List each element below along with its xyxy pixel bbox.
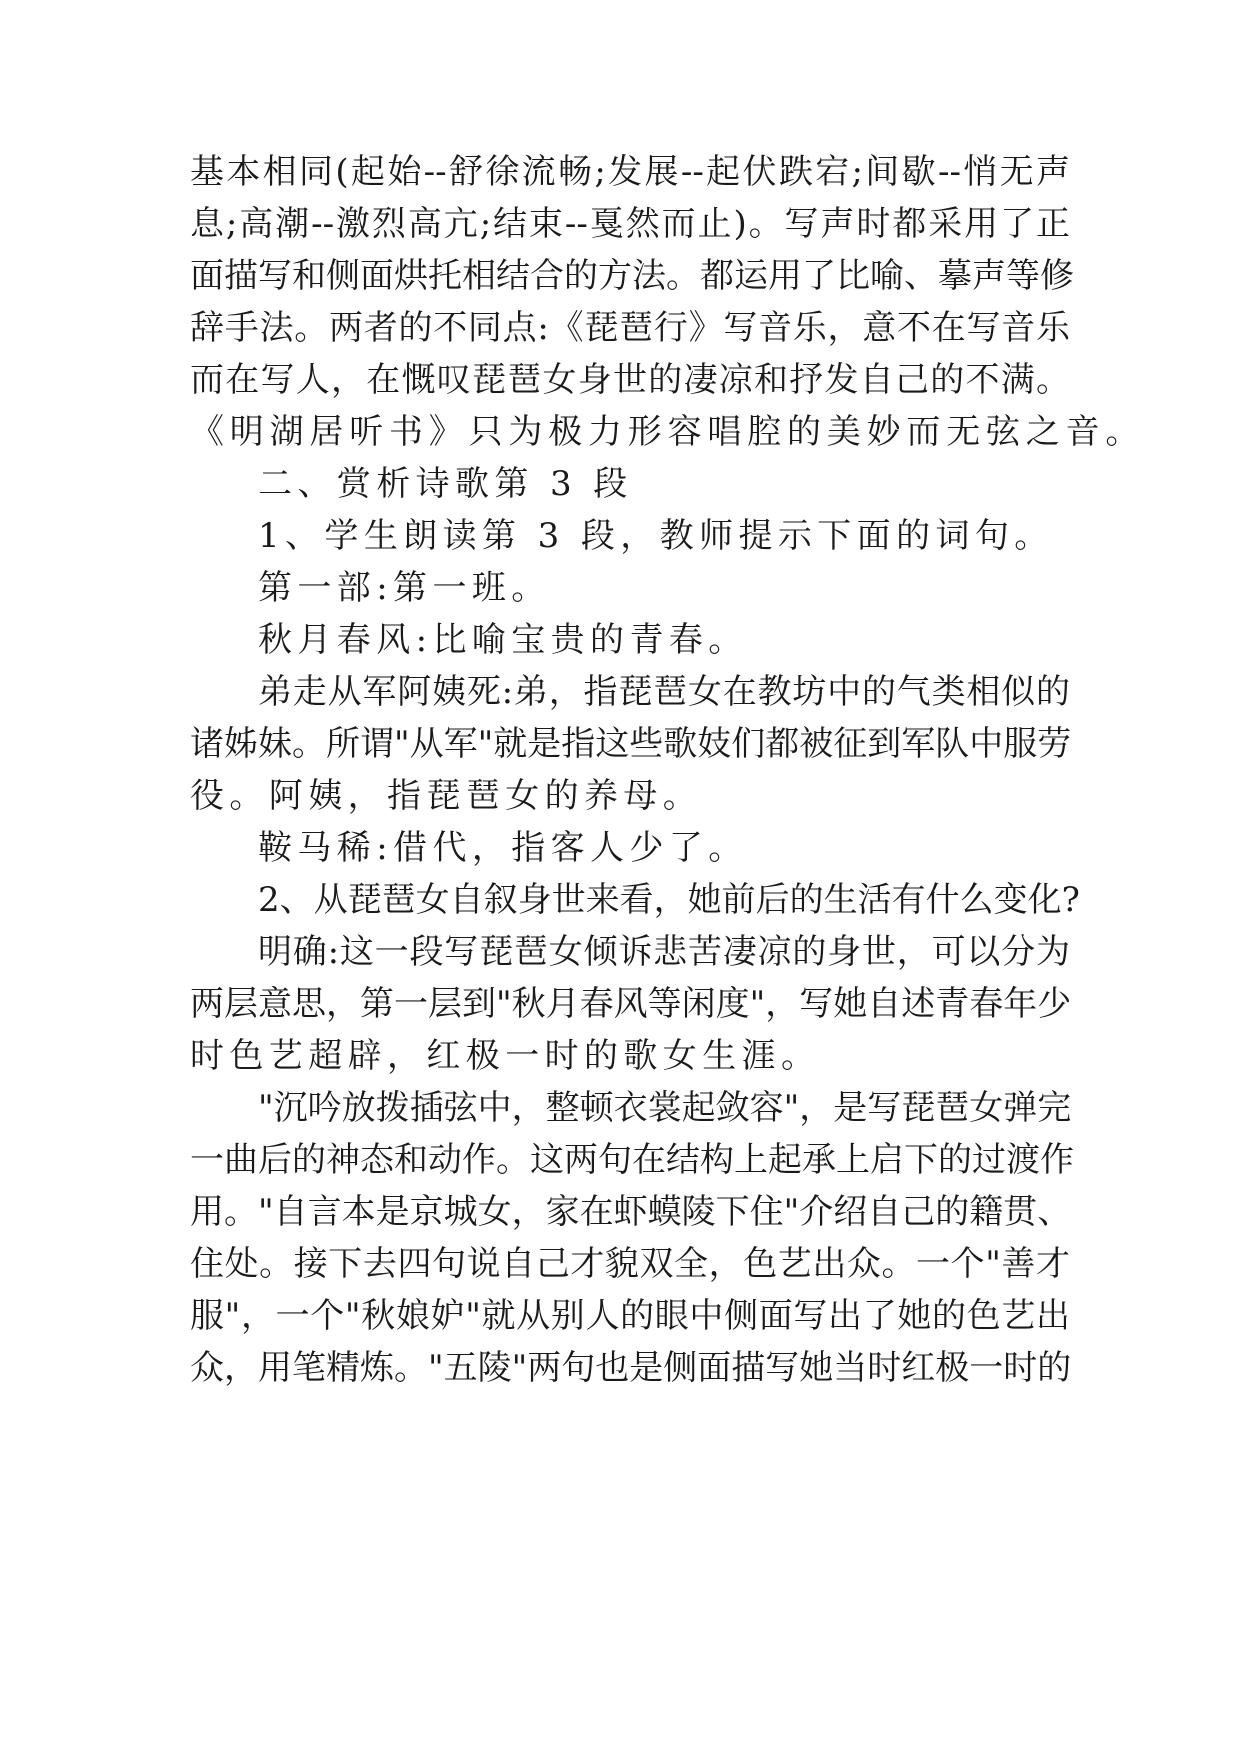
text-line: 面描写和侧面烘托相结合的方法。都运用了比喻、摹声等修 — [190, 256, 1074, 296]
section-heading: 二、赏析诗歌第 3 段 — [258, 464, 633, 504]
text-line: 用。"自言本是京城女，家在虾蟆陵下住"介绍自己的籍贯、 — [190, 1192, 1072, 1232]
text-line: "沉吟放拨插弦中，整顿衣裳起敛容"，是写琵琶女弹完 — [258, 1088, 1072, 1128]
text-line: 基本相同(起始--舒徐流畅;发展--起伏跌宕;间歇--悄无声 — [190, 152, 1070, 192]
text-line: 诸姊妹。所谓"从军"就是指这些歌妓们都被征到军队中服劳 — [190, 724, 1072, 764]
text-line: 1、学生朗读第 3 段，教师提示下面的词句。 — [258, 516, 1054, 556]
text-line: 秋月春风:比喻宝贵的青春。 — [258, 620, 748, 660]
text-line: 役。阿姨，指琵琶女的养母。 — [190, 776, 703, 816]
text-line: 弟走从军阿姨死:弟，指琵琶女在教坊中的气类相似的 — [258, 672, 1070, 712]
text-line: 《明湖居听书》只为极力形容唱腔的美妙而无弦之音。 — [190, 412, 1146, 452]
text-line: 息;高潮--激烈高亢;结束--戛然而止)。写声时都采用了正 — [190, 204, 1070, 244]
text-line: 一曲后的神态和动作。这两句在结构上起承上启下的过渡作 — [190, 1140, 1074, 1180]
text-line: 众，用笔精炼。"五陵"两句也是侧面描写她当时红极一时的 — [190, 1348, 1072, 1388]
text-line: 第一部:第一班。 — [258, 568, 551, 608]
text-line: 明确:这一段写琵琶女倾诉悲苦凄凉的身世，可以分为 — [258, 932, 1070, 972]
text-line: 2、从琵琶女自叙身世来看，她前后的生活有什么变化? — [258, 880, 1080, 920]
text-line: 服"，一个"秋娘妒"就从别人的眼中侧面写出了她的色艺出 — [190, 1296, 1070, 1336]
text-line: 两层意思，第一层到"秋月春风等闲度"，写她自述青春年少 — [190, 984, 1072, 1024]
text-line: 辞手法。两者的不同点:《琵琶行》写音乐，意不在写音乐 — [190, 308, 1071, 348]
text-line: 住处。接下去四句说自己才貌双全，色艺出众。一个"善才 — [190, 1244, 1070, 1284]
text-line: 时色艺超辟，红极一时的歌女生涯。 — [190, 1036, 821, 1076]
text-line: 而在写人，在慨叹琵琶女身世的凄凉和抒发自己的不满。 — [190, 360, 1070, 400]
text-line: 鞍马稀:借代，指客人少了。 — [258, 828, 748, 868]
